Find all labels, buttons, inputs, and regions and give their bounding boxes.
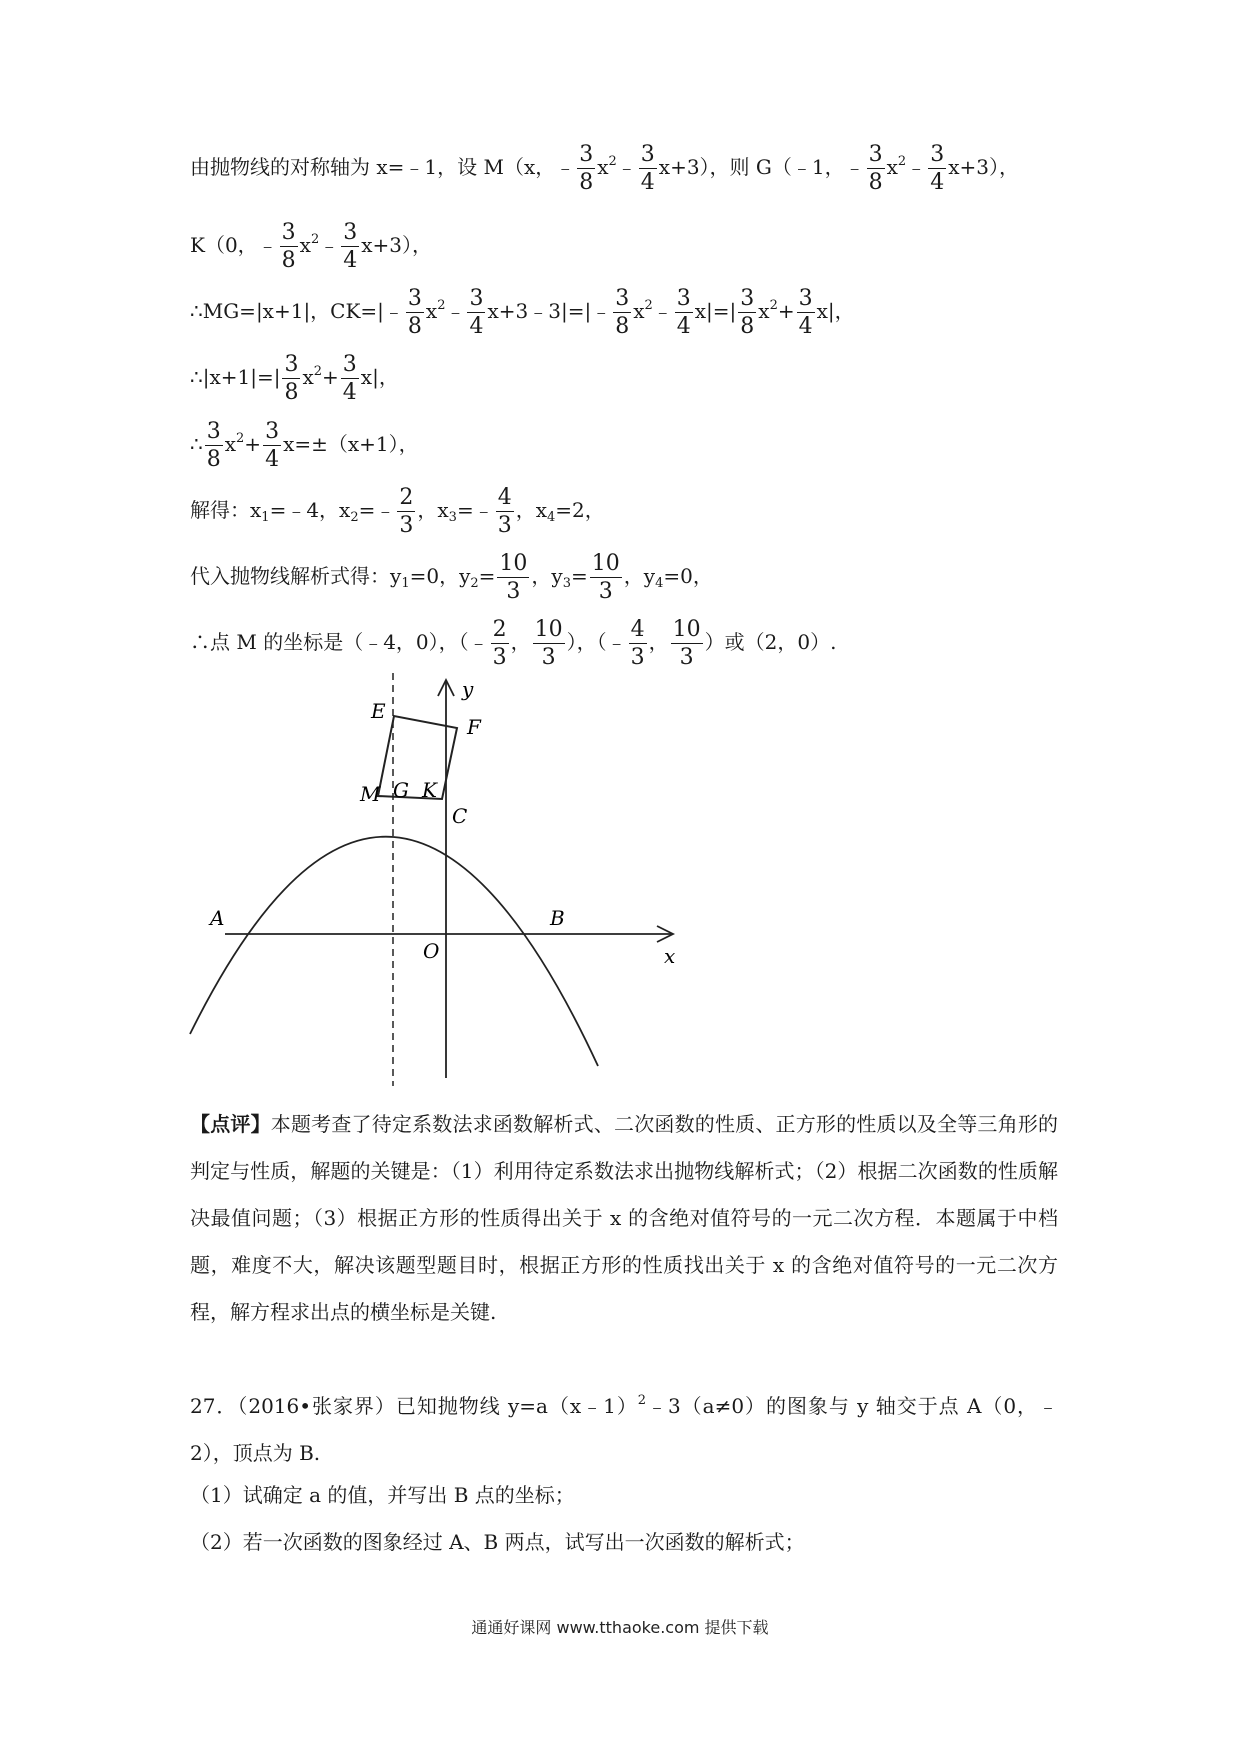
fraction: $\frac{3}{8}$ [284,352,299,406]
label-b: B [550,906,565,930]
label-m: M [360,782,381,806]
parabola-curve [190,837,598,1066]
solution-line-6: 解得：$x_1=﹣4$，$x_2=﹣$ $\frac{2}{3}$ ，$x_3=﹣$ $\frac{4}{3}$ ，$x_4=2$， [190,485,605,539]
label-f: F [467,715,481,739]
comment-tag: 【点评】 [190,1112,271,1136]
problem-27-stem: 27．（2016•张家界）已知抛物线 y=a（x﹣1）$^2$﹣3（a≠0）的图象与 y 轴交于点 A（0，﹣2），顶点为 B. [190,1393,1058,1465]
fraction: $\frac{3}{4}$ [265,419,280,473]
label-a: A [210,906,225,930]
text-segment: 由抛物线的对称轴为 x=﹣1，设 M（x，﹣ [190,155,576,180]
fraction: $\frac{4}{3}$ [497,485,512,539]
solution-line-2: K（0，﹣ $\frac{3}{8}$ $x^2﹣$ $\frac{3}{4}$ x+3）， [190,220,432,274]
fraction: $\frac{4}{3}$ [630,617,645,671]
fraction: $\frac{3}{4}$ [343,220,358,274]
fraction: $\frac{3}{4}$ [342,352,357,406]
fraction: $\frac{10}{3}$ [672,617,701,671]
problem-27-question-2: （2）若一次函数的图象经过 A、B 两点，试写出一次函数的解析式； [190,1530,805,1554]
solution-line-8: ∴点 M 的坐标是（﹣4，0），（﹣ $\frac{2}{3}$ ， $\frac{10}{3}$ ），（﹣ $\frac{4}{3}$ ， $\frac{10}{3}$ ）或（2，0）. [190,617,837,671]
solution-line-1: 由抛物线的对称轴为 x=﹣1，设 M（x，﹣ $\frac{3}{8}$ $x^2﹣$ $\frac{3}{4}$ x+3），则 G（﹣1，﹣ $\frac{3}{8}$ $x^2﹣$ $\frac{3}{4}$ x+3）， [190,142,1019,196]
label-g: G [393,778,409,802]
fraction: $\frac{3}{8}$ [206,419,221,473]
fraction: $\frac{3}{4}$ [930,142,945,196]
fraction: $\frac{3}{8}$ [579,142,594,196]
fraction: $\frac{3}{8}$ [281,220,296,274]
comment-paragraph [190,1101,1058,1336]
comment-text: 本题考查了待定系数法求函数解析式、二次函数的性质、正方形的性质以及全等三角形的判定与性质，解题的关键是：（1）利用待定系数法求出抛物线解析式；（2）根据二次函数的性质解决最值问题；（3）根据正方形的性质得出关于 x 的含绝对值符号的一元二次方程．本题属于中档题，难度不大，解决该题型题目时，根据正方形的性质找出关于 x 的含绝对值符号的一元二次方程，解方程求出点的横坐标是关键. [190,1112,1059,1324]
solution-line-7: 代入抛物线解析式得：$y_1=0$，$y_2=$ $\frac{10}{3}$ ，$y_3=$ $\frac{10}{3}$ ，$y_4=0$， [190,551,713,605]
fraction: $\frac{3}{4}$ [798,286,813,340]
fraction: $\frac{3}{8}$ [740,286,755,340]
solution-line-4: ∴|x+1|=| $\frac{3}{8}$ $x^2+$ $\frac{3}{4}$ x|， [190,352,399,406]
solution-line-5: ∴ $\frac{3}{8}$ $x^2+$ $\frac{3}{4}$ x=±（x+1）， [190,419,419,473]
fraction: $\frac{3}{4}$ [640,142,655,196]
fraction: $\frac{3}{4}$ [676,286,691,340]
fraction: $\frac{2}{3}$ [399,485,414,539]
label-e: E [371,699,386,723]
label-k: K [422,778,437,802]
fraction: $\frac{3}{4}$ [469,286,484,340]
fraction: $\frac{10}{3}$ [534,617,563,671]
solution-line-3: ∴MG=|x+1|，CK=|﹣ $\frac{3}{8}$ $x^2﹣$ $\frac{3}{4}$ x+3﹣3|=|﹣ $\frac{3}{8}$ $x^2﹣$ $\frac{3}{4}$ x|=| $\frac{3}{8}$ $x^2+$ $\frac{3}{4}$ x|， [190,286,855,340]
fraction: $\frac{3}{8}$ [615,286,630,340]
label-o: O [423,939,440,963]
label-c: C [452,804,468,828]
fraction: $\frac{10}{3}$ [499,551,528,605]
problem-27-question-1: （1）试确定 a 的值，并写出 B 点的坐标； [190,1483,575,1507]
label-y: y [462,677,474,701]
fraction: $\frac{10}{3}$ [591,551,620,605]
parabola-figure [180,668,700,1094]
fraction: $\frac{3}{8}$ [407,286,422,340]
page-footer: 通通好课网 www.tthaoke.com 提供下载 [471,1618,769,1637]
label-x: x [664,944,676,968]
fraction: $\frac{3}{8}$ [868,142,883,196]
fraction: $\frac{2}{3}$ [492,617,507,671]
